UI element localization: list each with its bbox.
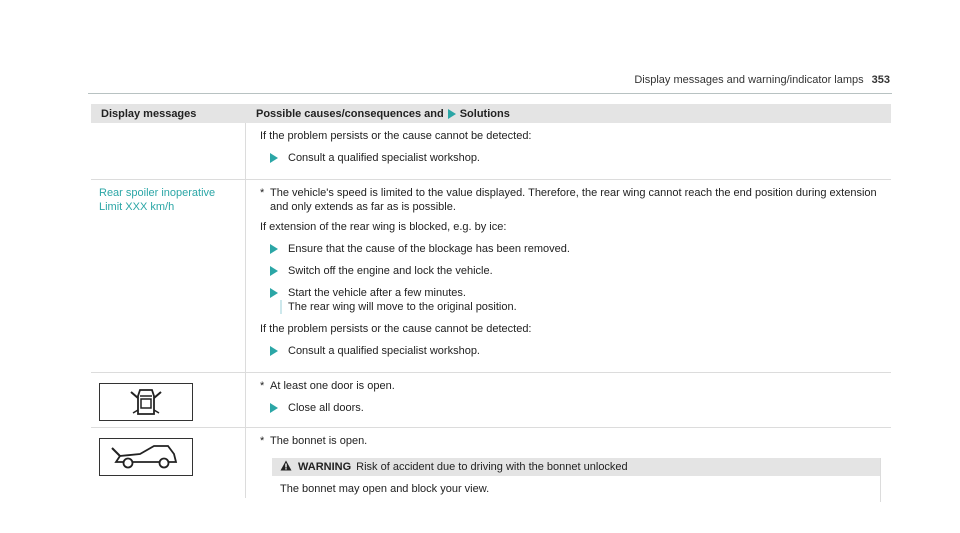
col-header-solutions-label: Solutions — [459, 107, 510, 120]
condition-text: If the problem persists or the cause cannot be detected: — [260, 323, 532, 335]
action-triangle-icon — [270, 244, 278, 254]
condition-text: If the problem persists or the cause cannot be detected: — [260, 130, 532, 142]
play-triangle-icon — [448, 109, 456, 119]
step-text: Consult a qualified specialist workshop. — [288, 152, 480, 164]
cause-star: * — [260, 187, 265, 199]
action-step — [270, 344, 881, 358]
action-triangle-icon — [270, 346, 278, 356]
action-step — [270, 264, 881, 278]
step-text: Switch off the engine and lock the vehicle. — [288, 265, 493, 277]
page-number: 353 — [871, 74, 890, 86]
warning-triangle-icon — [280, 460, 292, 475]
solution-cell — [246, 428, 891, 508]
action-triangle-icon — [270, 403, 278, 413]
cause-text — [260, 186, 881, 214]
action-triangle-icon — [270, 288, 278, 298]
cause-star: * — [260, 380, 265, 392]
action-step — [270, 401, 881, 415]
message-cell — [91, 123, 246, 179]
solution-cell — [246, 180, 891, 372]
cause-body: The vehicle's speed is limited to the value displayed. Therefore, the rear wing cannot reach the end position during extension and only extends as far as is possible. — [270, 187, 877, 213]
door-open-icon — [99, 383, 193, 421]
action-step — [270, 242, 881, 256]
message-cell — [91, 180, 246, 372]
warning-body: The bonnet may open and block your view. — [280, 483, 490, 495]
cause-body: At least one door is open. — [270, 380, 395, 392]
table-header — [91, 104, 891, 123]
warning-title: Risk of accident due to driving with the bonnet unlocked — [356, 461, 628, 473]
col-header-causes-label: Possible causes/consequences and — [256, 107, 444, 120]
header-rule — [88, 93, 892, 94]
solution-cell — [246, 373, 891, 427]
step-text: Start the vehicle after a few minutes. — [288, 287, 466, 299]
warning-label: WARNING — [298, 461, 352, 473]
solution-cell — [246, 123, 891, 179]
step-text: Ensure that the cause of the blockage has been removed. — [288, 243, 570, 255]
running-head-title: Display messages and warning/indicator lamps — [634, 74, 864, 86]
action-step — [270, 151, 881, 165]
running-head — [634, 74, 890, 86]
display-message-line2: Limit XXX km/h — [99, 201, 175, 213]
bonnet-open-icon — [99, 438, 193, 476]
action-step — [270, 286, 881, 314]
condition-text: If extension of the rear wing is blocked, e.g. by ice: — [260, 221, 507, 233]
display-message-line1: Rear spoiler inoperative — [99, 187, 216, 199]
step-text: Consult a qualified specialist workshop. — [288, 345, 480, 357]
display-messages-table — [91, 104, 891, 508]
cause-star: * — [260, 435, 265, 447]
col-header-causes — [246, 108, 891, 120]
warning-box — [272, 458, 881, 502]
col-header-display-messages: Display messages — [101, 107, 197, 120]
table-row — [91, 123, 891, 180]
cause-text — [260, 434, 881, 448]
message-cell — [91, 428, 246, 498]
action-triangle-icon — [270, 266, 278, 276]
step-result: The rear wing will move to the original position. — [280, 300, 517, 314]
step-text: Close all doors. — [288, 402, 364, 414]
table-row — [91, 428, 891, 508]
warning-header — [272, 458, 880, 476]
table-row — [91, 373, 891, 428]
table-row — [91, 180, 891, 373]
cause-text — [260, 379, 881, 393]
action-triangle-icon — [270, 153, 278, 163]
message-cell — [91, 373, 246, 427]
cause-body: The bonnet is open. — [270, 435, 368, 447]
